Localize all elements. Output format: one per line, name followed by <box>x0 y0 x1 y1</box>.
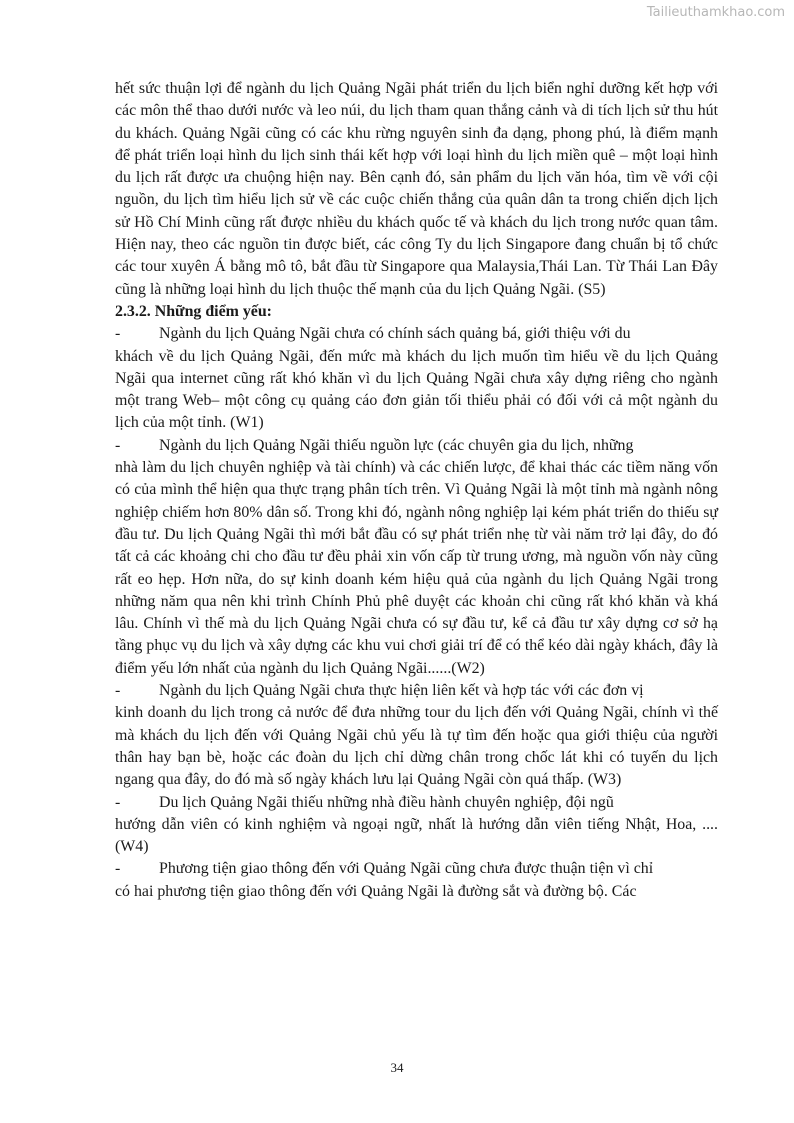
bullet-continuation: khách về du lịch Quảng Ngãi, đến mức mà khách du lịch muốn tìm hiểu về du lịch Quảng Ngãi qua internet cũng rất khó khăn vì du lịch Quảng Ngãi chưa xây dựng riêng cho ngành một trang Web– một công cụ quảng cáo đơn giản tối thiểu phải có đối với cả một ngành du lịch của một tỉnh. (W1) <box>115 347 718 432</box>
bullet-dash: - <box>115 793 121 811</box>
bullet-dash: - <box>115 436 121 454</box>
section-heading-weaknesses: 2.3.2. Những điểm yếu: <box>115 302 272 320</box>
page-number: 34 <box>390 1060 404 1075</box>
bullet-w2 <box>115 435 718 680</box>
page-body <box>115 78 718 903</box>
paragraph-strength-s5: hết sức thuận lợi để ngành du lịch Quảng Ngãi phát triển du lịch biển nghỉ dưỡng kết hợp với các môn thể thao dưới nước và leo núi, du lịch tham quan thắng cảnh và di tích lịch sử thu hút du khách. Quảng Ngãi cũng có các khu rừng nguyên sinh đa dạng, phong phú, là điểm mạnh để phát triển loại hình du lịch sinh thái kết hợp với loại hình du lịch miền quê – một loại hình du lịch rất được ưa chuộng hiện nay. Bên cạnh đó, sản phẩm du lịch văn hóa, tìm về với cội nguồn, du lịch tìm hiểu lịch sử về các cuộc chiến thắng của quân dân ta trong chiến dịch lịch sử Hồ Chí Minh cũng rất được nhiều du khách quốc tế và khách du lịch trong nước quan tâm. Hiện nay, theo các nguồn tin được biết, các công Ty du lịch Singapore đang chuẩn bị tổ chức các tour xuyên Á bằng mô tô, bắt đầu từ Singapore qua Malaysia,Thái Lan. Từ Thái Lan Đây cũng là những loại hình du lịch thuộc thế mạnh của du lịch Quảng Ngãi. (S5) <box>115 80 718 298</box>
bullet-first-line: Ngành du lịch Quảng Ngãi thiếu nguồn lực (các chuyên gia du lịch, những <box>159 436 634 454</box>
bullet-w1 <box>115 323 718 434</box>
bullet-transport <box>115 858 718 903</box>
bullet-w3 <box>115 680 718 791</box>
watermark-text: Tailieuthamkhao.com <box>646 5 785 20</box>
bullet-continuation: có hai phương tiện giao thông đến với Quảng Ngãi là đường sắt và đường bộ. Các <box>115 882 637 900</box>
bullet-dash: - <box>115 682 121 700</box>
bullet-first-line: Ngành du lịch Quảng Ngãi chưa thực hiện liên kết và hợp tác với các đơn vị <box>159 682 644 700</box>
bullet-w4 <box>115 792 718 859</box>
bullet-first-line: Phương tiện giao thông đến với Quảng Ngãi cũng chưa được thuận tiện vì chỉ <box>159 860 654 878</box>
bullet-first-line: Du lịch Quảng Ngãi thiếu những nhà điều hành chuyên nghiệp, đội ngũ <box>159 793 614 811</box>
bullet-first-line: Ngành du lịch Quảng Ngãi chưa có chính sách quảng bá, giới thiệu với du <box>159 325 631 343</box>
bullet-dash: - <box>115 325 121 343</box>
bullet-continuation: nhà làm du lịch chuyên nghiệp và tài chính) và các chiến lược, để khai thác các tiềm năng vốn có của mình thể hiện qua thực trạng phân tích trên. Vì Quảng Ngãi là một tỉnh mà ngành nông nghiệp chiếm hơn 80% dân số. Trong khi đó, ngành nông nghiệp lại kém phát triển do thiếu sự đầu tư. Du lịch Quảng Ngãi thì mới bắt đầu có sự phát triển nhẹ từ vài năm trở lại đây, do đó tất cả các khoảng chi cho đầu tư đều phải xin vốn cấp từ trung ương, mà nguồn vốn này cũng rất eo hẹp. Hơn nữa, do sự kinh doanh kém hiệu quả của ngành du lịch Quảng Ngãi trong những năm qua nên khi trình Chính Phủ phê duyệt các khoản chi cũng rất khó khăn và khá lâu. Chính vì thế mà du lịch Quảng Ngãi chưa có sự đầu tư, kể cả đầu tư xây dựng cơ sở hạ tầng phục vụ du lịch và xây dựng các khu vui chơi giải trí để có thể kéo dài ngày khách, đây là điểm yếu lớn nhất của ngành du lịch Quảng Ngãi......(W2) <box>115 459 718 677</box>
bullet-continuation: hướng dẫn viên có kinh nghiệm và ngoại ngữ, nhất là hướng dẫn viên tiếng Nhật, Hoa, .... (W4) <box>115 815 718 856</box>
bullet-dash: - <box>115 860 121 878</box>
bullet-continuation: kinh doanh du lịch trong cả nước để đưa những tour du lịch đến với Quảng Ngãi, chính vì thế mà khách du lịch đến với Quảng Ngãi chủ yếu là tự tìm đến hoặc qua giới thiệu của người thân hay bạn bè, hoặc các đoàn du lịch chỉ dừng chân trong chốc lát khi có tuyến du lịch ngang qua đây, do đó mà số ngày khách lưu lại Quảng Ngãi còn quá thấp. (W3) <box>115 704 718 789</box>
